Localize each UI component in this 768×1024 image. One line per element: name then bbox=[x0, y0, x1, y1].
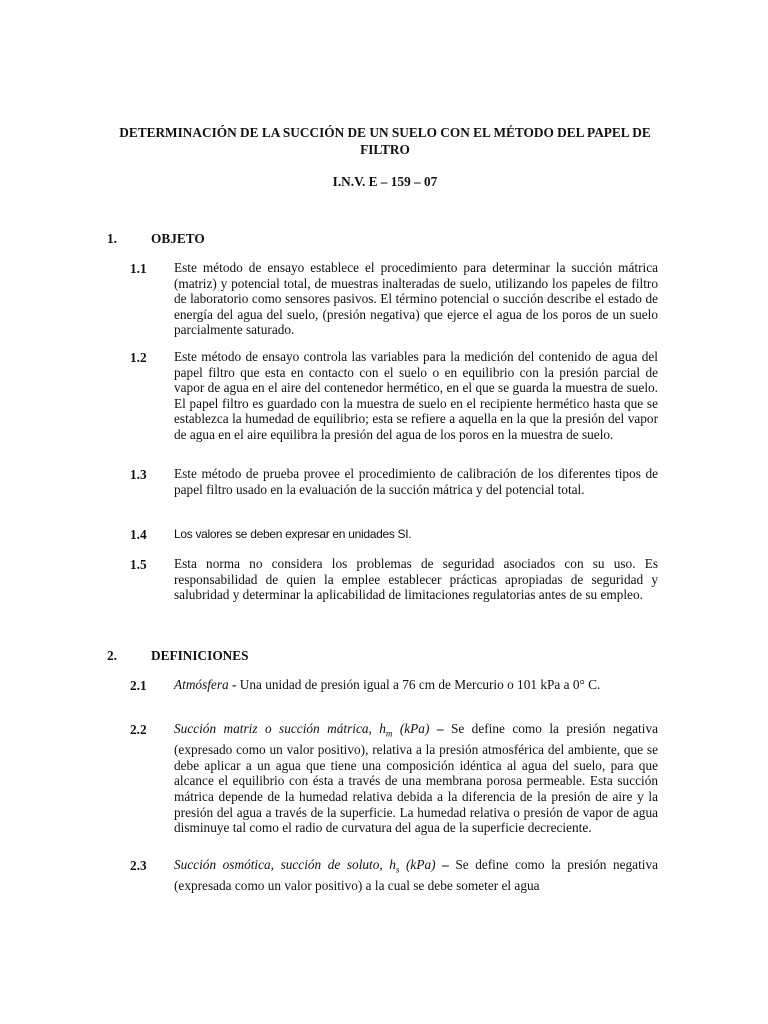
item-2-2-term-subscript: m bbox=[385, 728, 393, 739]
item-2-2-text bbox=[174, 721, 658, 836]
item-2-3-dash: – bbox=[435, 857, 456, 872]
item-2-3-term-unit: (kPa) bbox=[399, 857, 436, 872]
item-2-1-text bbox=[174, 677, 658, 693]
section-2-number: 2. bbox=[107, 648, 117, 663]
item-2-1-term: Atmósfera bbox=[174, 677, 229, 692]
item-1-1-number: 1.1 bbox=[130, 261, 147, 276]
item-2-2-number: 2.2 bbox=[130, 722, 147, 737]
item-2-3-term-subscript: s bbox=[395, 864, 400, 875]
section-1-title: OBJETO bbox=[151, 231, 205, 246]
item-1-5-text: Esta norma no considera los problemas de seguridad asociados con su uso. Es responsabilidad de quien la emplee establecer prácticas apropiadas de seguridad y salubridad y determinar la aplicabilidad de limitaciones regulatorias antes de su empleo. bbox=[174, 556, 658, 603]
item-2-2-term: Succión matriz o succión mátrica, h bbox=[174, 721, 386, 736]
item-1-2-number: 1.2 bbox=[130, 350, 147, 365]
item-1-4-text: Los valores se deben expresar en unidades SI. bbox=[174, 527, 412, 541]
item-2-3-text bbox=[174, 857, 658, 894]
item-2-2-term-unit: (kPa) bbox=[392, 721, 430, 736]
document-title: DETERMINACIÓN DE LA SUCCIÓN DE UN SUELO CON EL MÉTODO DEL PAPEL DE FILTRO bbox=[119, 125, 651, 157]
document-code: I.N.V. E – 159 – 07 bbox=[332, 174, 438, 189]
item-1-3-text: Este método de prueba provee el procedimiento de calibración de los diferentes tipos de papel filtro usado en la evaluación de la succión mátrica y del potencial total. bbox=[174, 466, 658, 497]
item-1-4-number: 1.4 bbox=[130, 527, 147, 542]
section-2-title: DEFINICIONES bbox=[151, 648, 249, 663]
item-2-1-number: 2.1 bbox=[130, 678, 147, 693]
item-1-2-text: Este método de ensayo controla las variables para la medición del contenido de agua del papel filtro que esta en contacto con el suelo o en equilibrio con la presión parcial de vapor de agua en el aire del contenedor hermético, en el que se guarda la muestra de suelo. El papel filtro es guardado con la muestra de suelo en el recipiente hermético hasta que se establezca la humedad de equilibrio; esta se refiere a aquella en la que la presión del vapor de agua en el aire equilibra la presión del agua de los poros en la muestra de suelo. bbox=[174, 349, 658, 442]
item-2-1-dash: - bbox=[228, 677, 240, 692]
section-1-number: 1. bbox=[107, 231, 117, 246]
item-2-3-number: 2.3 bbox=[130, 858, 147, 873]
item-2-3-term: Succión osmótica, succión de soluto, h bbox=[174, 857, 396, 872]
item-2-2-definition: Se define como la presión negativa (expresado como un valor positivo), relativa a la presión atmosférica del ambiente, que se debe aplicar a un agua que tiene una composición idéntica al agua del suelo, para que alcance el equilibrio con ésta a través de una membrana porosa permeable. Esta succión mátrica depende de la humedad relativa debida a la diferencia de la presión de aire y la presión del agua a través de la superficie. La humedad relativa o presión de vapor de agua disminuye tal como el radio de curvatura del agua de la superficie decreciente. bbox=[174, 721, 659, 836]
item-2-2-dash: – bbox=[429, 721, 451, 736]
item-2-3-definition: Se define como la presión negativa (expresada como un valor positivo) a la cual se debe someter el agua bbox=[174, 857, 659, 894]
item-2-1-definition: Una unidad de presión igual a 76 cm de Mercurio o 101 kPa a 0° C. bbox=[239, 677, 601, 692]
item-1-1-text: Este método de ensayo establece el procedimiento para determinar la succión mátrica (matriz) y potencial total, de muestras inalteradas de suelo, utilizando los papeles de filtro de laboratorio como sensores pasivos. El término potencial o succión describe el estado de energía del agua del suelo, (presión negativa) que ejerce el agua de los poros de un suelo parcialmente saturado. bbox=[174, 260, 658, 338]
item-1-3-number: 1.3 bbox=[130, 467, 147, 482]
item-1-5-number: 1.5 bbox=[130, 557, 147, 572]
